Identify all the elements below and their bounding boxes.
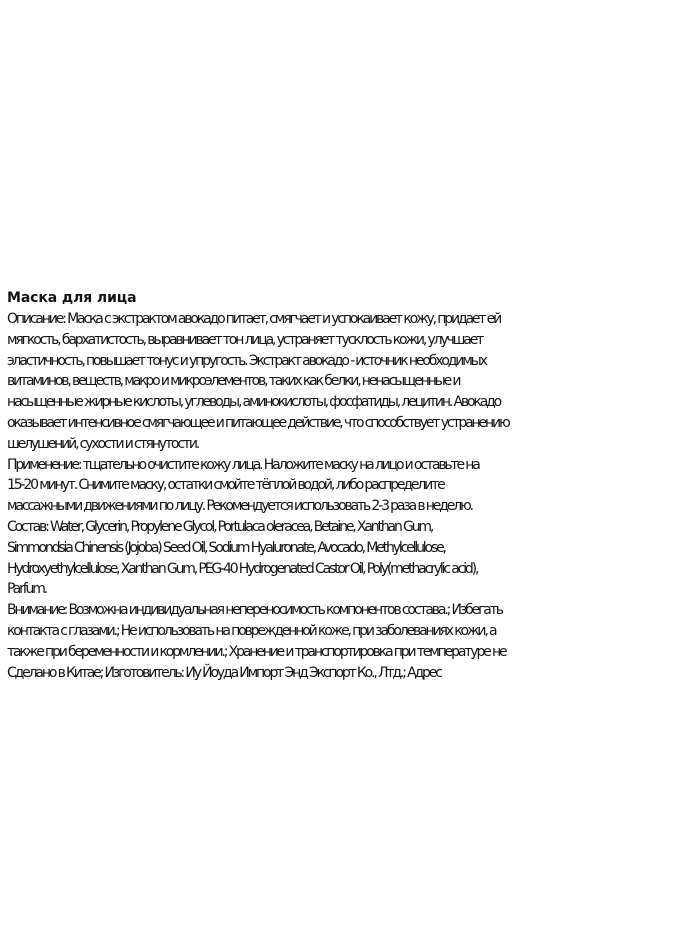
description-line-3: эластичность, повышает тонус и упругость. Экстракт авокадо - источник необходимых xyxy=(7,352,486,369)
usage-line-3: массажными движениями по лицу. Рекомендуется использовать 2-3 раза в неделю. xyxy=(7,498,472,515)
product-title: Маска для лица xyxy=(7,290,137,306)
description-line-7: шелушений, сухости и стянутости. xyxy=(7,435,199,452)
manufacturer-line: Сделано в Китае; Изготовитель: Иу Йоуда Импорт Энд Экспорт Ко., Лтд.; Адрес xyxy=(7,664,441,681)
warning-line-1: Внимание: Возможна индивидуальная непереносимость компонентов состава.; Избегать xyxy=(7,602,502,619)
ingredients-line-2: Simmondsia Chinensis (Jojoba) Seed Oil, Sodium Hyaluronate, Avocado, Methylcellulose, xyxy=(7,539,445,556)
ingredients-line-3: Hydroxyethylcellulose, Xanthan Gum, PEG-40 Hydrogenated Castor Oil, Poly(methacrylic acid), xyxy=(7,560,478,577)
ingredients-line-4: Parfum. xyxy=(7,581,46,598)
warning-line-3: также при беременности и кормлении.; Хранение и транспортировка при температуре не xyxy=(7,643,506,660)
usage-line-2: 15-20 минут. Снимите маску, остатки смойте тёплой водой, либо распределите xyxy=(7,477,444,494)
description-line-5: насыщенные жирные кислоты, углеводы, аминокислоты, фосфатиды, лецитин. Авокадо xyxy=(7,394,501,411)
description-line-1: Описание: Маска с экстрактом авокадо питает, смягчает и успокаивает кожу, придает ей xyxy=(7,311,501,327)
product-label-text xyxy=(7,288,697,683)
usage-line-1: Применение: тщательно очистите кожу лица. Наложите маску на лицо и оставьте на xyxy=(7,456,479,473)
description-line-6: оказывает интенсивное смягчающее и питающее действие, что способствует устранению xyxy=(7,414,509,431)
ingredients-line-1: Состав: Water, Glycerin, Propylene Glycol, Portulaca oleracea, Betaine, Xanthan Gum, xyxy=(7,518,433,535)
description-line-4: витаминов, веществ, макро и микроэлементов, таких как белки, ненасыщенные и xyxy=(7,373,460,390)
warning-line-2: контакта с глазами.; Не использовать на поврежденной коже, при заболеваниях кожи, а xyxy=(7,622,496,639)
description-line-2: мягкость, бархатистость, выравнивает тон лица, устраняет тусклость кожи, улучшает xyxy=(7,331,483,348)
